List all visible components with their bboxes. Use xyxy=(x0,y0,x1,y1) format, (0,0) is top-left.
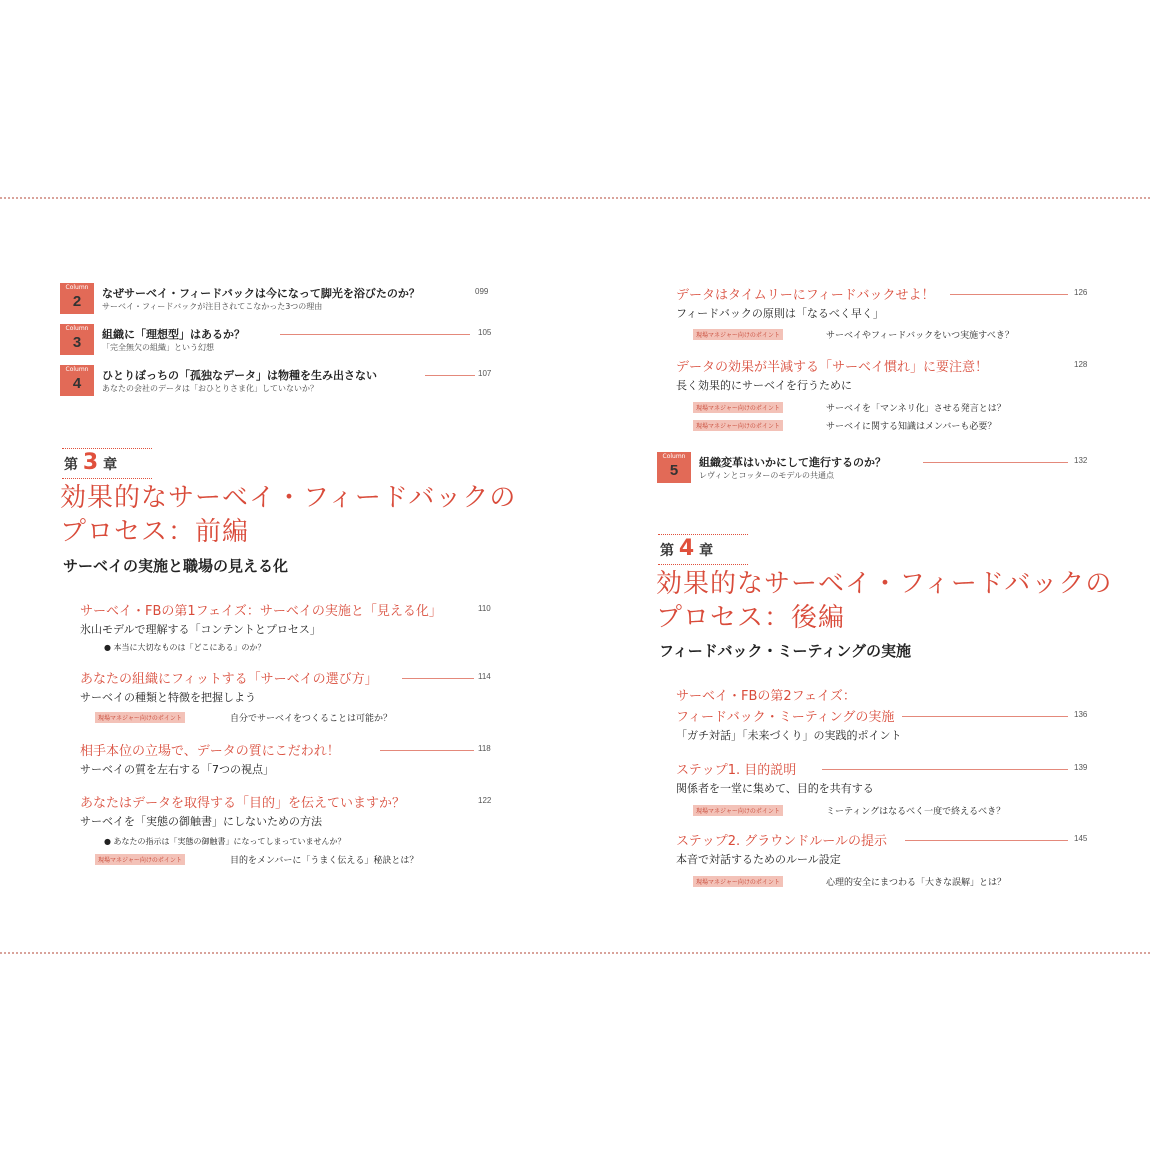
column-title: 組織に「理想型」はあるか？ xyxy=(102,328,245,341)
column-entry[interactable] xyxy=(60,324,500,360)
point-text: サーベイやフィードバックをいつ実施すべき？ xyxy=(826,331,1014,341)
leader-line xyxy=(380,750,474,751)
leader-line xyxy=(923,462,1068,463)
section-title[interactable]: 相手本位の立場で、データの質にこだわれ！ xyxy=(80,744,340,759)
leader-line xyxy=(902,716,1068,717)
leader-line xyxy=(950,294,1068,295)
chapter-subtitle: フィードバック・ミーティングの実施 xyxy=(659,642,912,660)
point-text: 自分でサーベイをつくることは可能か？ xyxy=(230,714,393,724)
chapter-rule xyxy=(62,478,152,479)
page-number: 114 xyxy=(478,672,491,681)
page-number: 105 xyxy=(478,328,492,337)
chapter-title: 効果的なサーベイ・フィードバックの xyxy=(60,483,517,513)
chapter-title: プロセス：後編 xyxy=(656,603,846,633)
column-entry[interactable] xyxy=(657,452,1097,488)
column-title: ひとりぼっちの「孤独なデータ」は物種を生み出さない xyxy=(102,369,377,382)
chapter-rule xyxy=(62,448,152,449)
bottom-dotted-rule xyxy=(0,952,1150,954)
leader-line xyxy=(822,769,1068,770)
point-text: 目的をメンバーに「うまく伝える」秘訣とは？ xyxy=(230,856,419,866)
column-entry[interactable] xyxy=(60,283,500,319)
point-text: サーベイに関する知識はメンバーも必要？ xyxy=(826,422,997,432)
section-title[interactable]: フィードバック・ミーティングの実施 xyxy=(676,710,895,725)
page-number: 099 xyxy=(475,287,489,296)
column-badge: Column 2 xyxy=(60,283,94,314)
section-title[interactable]: ステップ2. グラウンドルールの提示 xyxy=(676,834,888,849)
point-text: 心理的安全にまつわる「大きな誤解」とは？ xyxy=(826,878,1007,888)
column-entry[interactable] xyxy=(60,365,500,401)
section-subtitle: サーベイの質を左右する「7つの視点」 xyxy=(80,763,274,776)
section-title[interactable]: あなたの組織にフィットする「サーベイの選び方」 xyxy=(80,672,378,687)
section-title[interactable]: データはタイムリーにフィードバックせよ！ xyxy=(676,288,935,303)
column-title: なぜサーベイ・フィードバックは今になって脚光を浴びたのか？ xyxy=(102,287,420,300)
leader-line xyxy=(425,375,475,376)
point-tag: 現場マネジャー向けのポイント xyxy=(693,876,783,887)
page-number: 145 xyxy=(1074,834,1088,843)
point-tag: 現場マネジャー向けのポイント xyxy=(95,712,185,723)
page-number: 126 xyxy=(1074,288,1088,297)
point-tag: 現場マネジャー向けのポイント xyxy=(95,854,185,865)
column-badge: Column 3 xyxy=(60,324,94,355)
section-subtitle: 「ガチ対話」「未来づくり」の実践的ポイント xyxy=(676,729,902,742)
column-badge: Column 4 xyxy=(60,365,94,396)
column-subtitle: レヴィンとコッターのモデルの共通点 xyxy=(699,471,834,480)
chapter-rule xyxy=(658,534,748,535)
section-title[interactable]: ステップ1. 目的説明 xyxy=(676,763,797,778)
chapter-label: 第 3 章 xyxy=(64,450,118,475)
top-dotted-rule xyxy=(0,197,1150,199)
leader-line xyxy=(905,840,1068,841)
section-title[interactable]: サーベイ・FBの第2フェイズ： xyxy=(676,689,856,704)
section-subtitle: フィードバックの原則は「なるべく早く」 xyxy=(676,307,884,320)
section-subtitle: 氷山モデルで理解する「コンテントとプロセス」 xyxy=(80,623,321,636)
column-badge: Column 5 xyxy=(657,452,691,483)
page-number: 110 xyxy=(478,604,491,613)
page-number: 139 xyxy=(1074,763,1088,772)
column-subtitle: サーベイ・フィードバックが注目されてこなかった3つの理由 xyxy=(102,302,323,311)
column-subtitle: あなたの会社のデータは「おひとりさま化」していないか？ xyxy=(102,384,318,393)
point-text: サーベイを「マンネリ化」させる発言とは？ xyxy=(826,404,1006,414)
page-number: 136 xyxy=(1074,710,1088,719)
section-title[interactable]: あなたはデータを取得する「目的」を伝えていますか？ xyxy=(80,796,406,811)
column-title: 組織変革はいかにして進行するのか？ xyxy=(699,456,886,469)
chapter-subtitle: サーベイの実施と職場の見える化 xyxy=(63,557,289,575)
page-number: 118 xyxy=(478,744,491,753)
section-subtitle: サーベイを「実態の御触書」にしないための方法 xyxy=(80,815,322,828)
point-text: ミーティングはなるべく一度で終えるべき？ xyxy=(826,807,1006,817)
chapter-label: 第 4 章 xyxy=(660,536,714,561)
page-number: 107 xyxy=(478,369,492,378)
section-subtitle: サーベイの種類と特徴を把握しよう xyxy=(80,691,256,704)
point-tag: 現場マネジャー向けのポイント xyxy=(693,805,783,816)
section-bullet: ● 本当に大切なものは「どこにある」のか？ xyxy=(104,643,266,652)
chapter-title: プロセス：前編 xyxy=(60,517,250,547)
page-number: 132 xyxy=(1074,456,1088,465)
section-bullet: ● あなたの指示は「実態の御触書」になってしまっていませんか？ xyxy=(104,837,346,846)
column-subtitle: 「完全無欠の組織」という幻想 xyxy=(102,343,214,352)
section-subtitle: 関係者を一堂に集めて、目的を共有する xyxy=(676,782,874,795)
chapter-title: 効果的なサーベイ・フィードバックの xyxy=(656,569,1113,599)
point-tag: 現場マネジャー向けのポイント xyxy=(693,329,783,340)
section-subtitle: 本音で対話するためのルール設定 xyxy=(676,853,841,866)
point-tag: 現場マネジャー向けのポイント xyxy=(693,402,783,413)
leader-line xyxy=(280,334,470,335)
section-title[interactable]: サーベイ・FBの第1フェイズ：サーベイの実施と「見える化」 xyxy=(80,604,442,619)
point-tag: 現場マネジャー向けのポイント xyxy=(693,420,783,431)
leader-line xyxy=(402,678,474,679)
section-subtitle: 長く効果的にサーベイを行うために xyxy=(676,379,852,392)
section-title[interactable]: データの効果が半減する「サーベイ慣れ」に要注意！ xyxy=(676,360,989,375)
page-number: 128 xyxy=(1074,360,1088,369)
page-number: 122 xyxy=(478,796,492,805)
chapter-rule xyxy=(658,564,748,565)
